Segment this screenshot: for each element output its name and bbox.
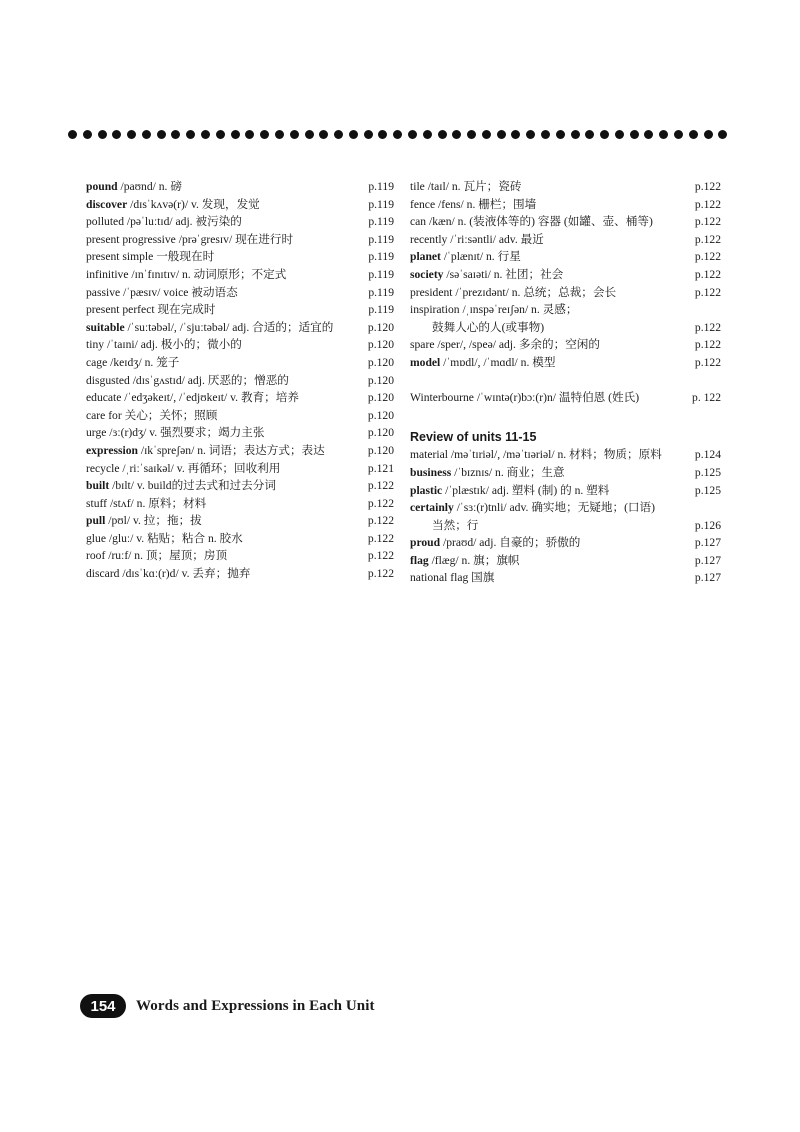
definition: /paʊnd/ n. 磅 (117, 180, 182, 193)
page-reference: p.122 (694, 215, 721, 229)
entry-text (410, 231, 544, 249)
definition: /taɪl/ n. 瓦片；瓷砖 (424, 180, 522, 193)
headword: present progressive (86, 232, 176, 246)
headword: roof (86, 549, 106, 563)
definition: /dɪsˈkɑː(r)d/ v. 丢弃；抛弃 (119, 567, 251, 581)
vocab-entry (410, 464, 721, 482)
vocab-entry (86, 354, 394, 372)
rule-dot (186, 130, 195, 139)
rule-dot (319, 130, 328, 139)
definition: /prəˈgresɪv/ 现在进行时 (175, 232, 294, 246)
page-reference: p.126 (694, 518, 721, 532)
dotted-rule (68, 127, 728, 141)
vocab-entry (86, 477, 394, 495)
vocab-entry (410, 266, 721, 284)
rule-dot (305, 130, 314, 139)
vocab-entry (410, 319, 721, 337)
entry-text (410, 196, 536, 214)
page-reference: p.122 (694, 285, 721, 299)
spacer (410, 372, 721, 390)
definition: /flæg/ n. 旗；旗帜 (428, 553, 520, 567)
page-reference: p.122 (694, 197, 721, 211)
vocab-entry (410, 231, 721, 249)
vocab-entry (410, 213, 721, 231)
entry-text (410, 552, 520, 570)
definition: /ˈprezɪdənt/ n. 总统；总裁；会长 (452, 285, 617, 299)
headword: president (410, 285, 453, 299)
vocab-entry (86, 301, 394, 319)
entry-text (410, 266, 563, 284)
headword: infinitive (86, 267, 129, 281)
rule-dot (497, 130, 506, 139)
page-reference: p.119 (368, 285, 394, 299)
footer-title: Words and Expressions in Each Unit (136, 997, 375, 1014)
vocab-entry (410, 552, 721, 570)
vocab-entry (86, 231, 394, 249)
entry-text (410, 569, 494, 587)
headword: planet (410, 250, 441, 264)
page-reference: p.122 (694, 355, 721, 369)
definition: /ˈplænɪt/ n. 行星 (440, 250, 521, 264)
page-reference: p.120 (367, 408, 394, 422)
headword: national flag (410, 571, 469, 585)
rule-dot (467, 130, 476, 139)
vocab-entry (86, 389, 394, 407)
definition: /fens/ n. 栅栏；围墙 (435, 197, 537, 211)
rule-dot (98, 130, 107, 139)
page-reference: p.127 (694, 571, 721, 585)
definition: /dɪsˈkʌvə(r)/ v. 发现，发觉 (127, 197, 260, 211)
page-reference: p.122 (367, 549, 394, 563)
headword: spare (410, 338, 435, 352)
section-title: Review of units 11-15 (410, 430, 537, 445)
definition: /ˈwɪntə(r)bɔː(r)n/ 温特伯恩 (姓氏) (473, 391, 640, 405)
vocab-entry (410, 499, 721, 517)
headword: material (410, 448, 448, 462)
rule-dot (201, 130, 210, 139)
page-reference: p.119 (368, 267, 394, 281)
vocab-entry (410, 336, 721, 354)
headword: glue (86, 531, 106, 545)
rule-dot (260, 130, 269, 139)
page-reference: p.119 (368, 303, 394, 317)
entry-text (410, 178, 521, 196)
definition: /səˈsaɪəti/ n. 社团；社会 (443, 267, 564, 281)
rule-dot (275, 130, 284, 139)
page-reference: p.122 (694, 320, 721, 334)
page-reference: p.119 (368, 197, 394, 211)
rule-dot (83, 130, 92, 139)
entry-text (410, 336, 600, 354)
entry-text (86, 248, 214, 266)
entry-text (410, 284, 616, 302)
rule-dot (349, 130, 358, 139)
entry-text (86, 407, 217, 425)
vocab-entry (86, 319, 394, 337)
headword: present simple (86, 250, 154, 264)
entry-text (410, 446, 662, 464)
vocab-entry (86, 547, 394, 565)
definition: 一般现在时 (153, 250, 215, 264)
definition: /ˈsuːtəbəl/, /ˈsjuːtəbəl/ adj. 合适的；适宜的 (124, 320, 334, 334)
page-reference: p.125 (694, 483, 721, 497)
rule-dot (556, 130, 565, 139)
entry-text (86, 354, 179, 372)
rule-dot (630, 130, 639, 139)
rule-dot (482, 130, 491, 139)
vocab-entry (86, 442, 394, 460)
rule-dot (689, 130, 698, 139)
vocab-entry (410, 354, 721, 372)
rule-dot (334, 130, 343, 139)
rule-dot (615, 130, 624, 139)
page-reference: p.120 (367, 355, 394, 369)
headword: passive (86, 285, 121, 299)
page-reference: p.127 (694, 536, 721, 550)
headword: model (410, 355, 441, 369)
entry-text (86, 442, 325, 460)
headword: tile (410, 180, 425, 193)
vocab-entry (410, 534, 721, 552)
definition: /ˈmɒdl/, /ˈmɑdl/ n. 模型 (440, 355, 556, 369)
entry-text (86, 565, 250, 583)
headword: stuff (86, 496, 108, 510)
rule-dot (659, 130, 668, 139)
headword: expression (86, 443, 138, 457)
definition: /bɪlt/ v. build的过去式和过去分词 (109, 479, 276, 493)
definition: /pʊl/ v. 拉；拖；拔 (105, 514, 202, 528)
headword: pound (86, 180, 118, 193)
vocab-entry (86, 424, 394, 442)
entry-text (86, 372, 289, 390)
page-number-badge: 154 (80, 994, 126, 1018)
definition: /sper/, /speə/ adj. 多余的；空闲的 (434, 338, 600, 352)
vocab-entry (86, 196, 394, 214)
headword: discard (86, 567, 120, 581)
rule-dot (364, 130, 373, 139)
headword: certainly (410, 501, 454, 515)
vocab-entry (86, 178, 394, 196)
headword: tiny (86, 338, 105, 352)
vocab-entry (410, 446, 721, 464)
entry-text (410, 482, 609, 500)
entry-text (86, 477, 276, 495)
rule-dot (704, 130, 713, 139)
headword: present perfect (86, 303, 155, 317)
definition: 当然；行 (432, 518, 479, 532)
vocab-entry (410, 569, 721, 587)
vocab-entry (86, 512, 394, 530)
entry-text (410, 248, 521, 266)
entry-text (86, 389, 299, 407)
entry-text (86, 213, 242, 231)
definition: /keɪdʒ/ n. 笼子 (107, 355, 180, 369)
rule-dot (585, 130, 594, 139)
entry-text (86, 336, 242, 354)
rule-dot (541, 130, 550, 139)
rule-dot (231, 130, 240, 139)
rule-dot (393, 130, 402, 139)
rule-dot (245, 130, 254, 139)
page-reference: p.122 (694, 338, 721, 352)
page-reference: p.124 (694, 448, 721, 462)
rule-dot (290, 130, 299, 139)
vocab-entry (86, 495, 394, 513)
rule-dot (571, 130, 580, 139)
spacer (410, 407, 721, 425)
definition: 关心；关怀；照顾 (121, 408, 218, 422)
page-reference: p.120 (367, 373, 394, 387)
headword: built (86, 479, 110, 493)
page-reference: p.122 (694, 267, 721, 281)
page-reference: p.122 (694, 250, 721, 264)
page-reference: p.122 (367, 479, 394, 493)
entry-text (410, 213, 653, 231)
rule-dot (171, 130, 180, 139)
entry-text (86, 495, 206, 513)
headword: fence (410, 197, 436, 211)
vocab-entry (410, 301, 721, 319)
rule-dot (157, 130, 166, 139)
rule-dot (511, 130, 520, 139)
page-reference: p.122 (367, 531, 394, 545)
vocab-entry (86, 248, 394, 266)
headword: disgusted (86, 373, 130, 387)
entry-text (410, 319, 544, 337)
entry-text (410, 464, 565, 482)
definition: /ɪnˈfɪnɪtɪv/ n. 动词原形；不定式 (128, 267, 287, 281)
page-reference: p.120 (367, 443, 394, 457)
right-column (410, 178, 721, 587)
page-reference: p.120 (367, 338, 394, 352)
vocab-entry (410, 196, 721, 214)
headword: inspiration (410, 303, 460, 317)
entry-text (86, 196, 260, 214)
page-reference: p.122 (367, 514, 394, 528)
page-reference: p.122 (694, 180, 721, 193)
entry-text (86, 284, 238, 302)
entry-text (410, 389, 639, 407)
entry-text (86, 231, 293, 249)
vocab-entry (86, 213, 394, 231)
rule-dot (423, 130, 432, 139)
headword: business (410, 465, 452, 479)
vocab-entry (86, 407, 394, 425)
vocab-entry (410, 389, 721, 407)
definition: /ˈpæsɪv/ voice 被动语态 (120, 285, 238, 299)
vocab-entry (86, 336, 394, 354)
entry-text (86, 547, 227, 565)
vocab-entry (86, 266, 394, 284)
headword: pull (86, 514, 106, 528)
definition: 国旗 (468, 571, 495, 585)
rule-dot (644, 130, 653, 139)
definition: 鼓舞人心的人(或事物) (432, 320, 545, 334)
entry-text (410, 517, 478, 535)
definition: /məˈtɪriəl/, /məˈtɪəriəl/ n. 材料；物质；原料 (447, 448, 662, 462)
rule-dot (216, 130, 225, 139)
definition: /stʌf/ n. 原料；材料 (107, 496, 207, 510)
headword: care for (86, 408, 122, 422)
definition: /ˈtaɪni/ adj. 极小的；微小的 (104, 338, 242, 352)
headword: cage (86, 355, 108, 369)
vocab-entry (410, 248, 721, 266)
page-reference: p.119 (368, 215, 394, 229)
entry-text (410, 534, 580, 552)
vocab-entry (410, 284, 721, 302)
definition: /pəˈluːtɪd/ adj. 被污染的 (124, 215, 242, 229)
definition: /praʊd/ adj. 自豪的；骄傲的 (440, 536, 581, 550)
page-reference: p.122 (694, 232, 721, 246)
headword: proud (410, 536, 441, 550)
page-reference: p.127 (694, 553, 721, 567)
vocab-entry (410, 482, 721, 500)
vocab-entry (410, 178, 721, 196)
page-reference: p.119 (368, 180, 394, 193)
page-reference: p.122 (367, 567, 394, 581)
rule-dot (718, 130, 727, 139)
rule-dot (378, 130, 387, 139)
definition: /dɪsˈgʌstɪd/ adj. 厌恶的；憎恶的 (129, 373, 289, 387)
entry-text (410, 354, 555, 372)
vocab-entry (86, 372, 394, 390)
entry-text (86, 530, 243, 548)
entry-text (410, 301, 577, 319)
entry-text (86, 512, 202, 530)
rule-dot (408, 130, 417, 139)
headword: recently (410, 232, 448, 246)
page-footer (80, 994, 375, 1018)
entry-text (86, 424, 264, 442)
page-reference: p.119 (368, 250, 394, 264)
definition: /ˌriːˈsaɪkəl/ v. 再循环；回收利用 (119, 461, 281, 475)
definition: /gluː/ v. 粘贴；粘合 n. 胶水 (105, 531, 243, 545)
page-reference: p.122 (367, 496, 394, 510)
entry-text (410, 499, 655, 517)
page-reference: p.120 (367, 320, 394, 334)
headword: plastic (410, 483, 443, 497)
page-reference: p.120 (367, 391, 394, 405)
vocab-entry (410, 517, 721, 535)
entry-text (86, 319, 333, 337)
definition: /kæn/ n. (装液体等的) 容器 (如罐、壶、桶等) (426, 215, 653, 229)
page-reference: p.125 (694, 465, 721, 479)
rule-dot (600, 130, 609, 139)
headword: discover (86, 197, 128, 211)
headword: flag (410, 553, 429, 567)
headword: recycle (86, 461, 120, 475)
headword: urge (86, 426, 107, 440)
rule-dot (112, 130, 121, 139)
page-reference: p. 122 (692, 391, 721, 405)
definition: /ˌɪnspəˈreɪʃən/ n. 灵感； (459, 303, 578, 317)
headword: polluted (86, 215, 124, 229)
entry-text (86, 178, 182, 196)
page-reference: p.121 (367, 461, 394, 475)
definition: /ˈriːsəntli/ adv. 最近 (447, 232, 544, 246)
definition: /ɪkˈspreʃən/ n. 词语；表达方式；表达 (137, 443, 325, 457)
entry-text (86, 266, 286, 284)
page-reference: p.119 (368, 232, 394, 246)
rule-dot (127, 130, 136, 139)
rule-dot (674, 130, 683, 139)
headword: society (410, 267, 444, 281)
rule-dot (142, 130, 151, 139)
definition: 现在完成时 (154, 303, 216, 317)
headword: can (410, 215, 427, 229)
rule-dot (438, 130, 447, 139)
vocab-entry (86, 284, 394, 302)
definition: /ɜː(r)dʒ/ v. 强烈要求；竭力主张 (106, 426, 265, 440)
rule-dot (68, 130, 77, 139)
definition: /ˈsɜː(r)tnli/ adv. 确实地；无疑地；(口语) (453, 501, 655, 515)
headword: suitable (86, 320, 125, 334)
vocab-entry (86, 460, 394, 478)
left-column (86, 178, 394, 583)
vocab-entry (86, 530, 394, 548)
entry-text (86, 301, 215, 319)
definition: /ˈbɪznɪs/ n. 商业；生意 (451, 465, 565, 479)
rule-dot (452, 130, 461, 139)
page-reference: p.120 (367, 426, 394, 440)
entry-text (86, 460, 280, 478)
headword: educate (86, 391, 122, 405)
definition: /ruːf/ n. 顶；屋顶；房顶 (105, 549, 228, 563)
definition: /ˈplæstɪk/ adj. 塑料 (制) 的 n. 塑料 (442, 483, 610, 497)
vocab-entry (86, 565, 394, 583)
rule-dot (526, 130, 535, 139)
headword: Winterbourne (410, 391, 474, 405)
definition: /ˈedʒəkeɪt/, /ˈedjʊkeɪt/ v. 教育；培养 (121, 391, 299, 405)
